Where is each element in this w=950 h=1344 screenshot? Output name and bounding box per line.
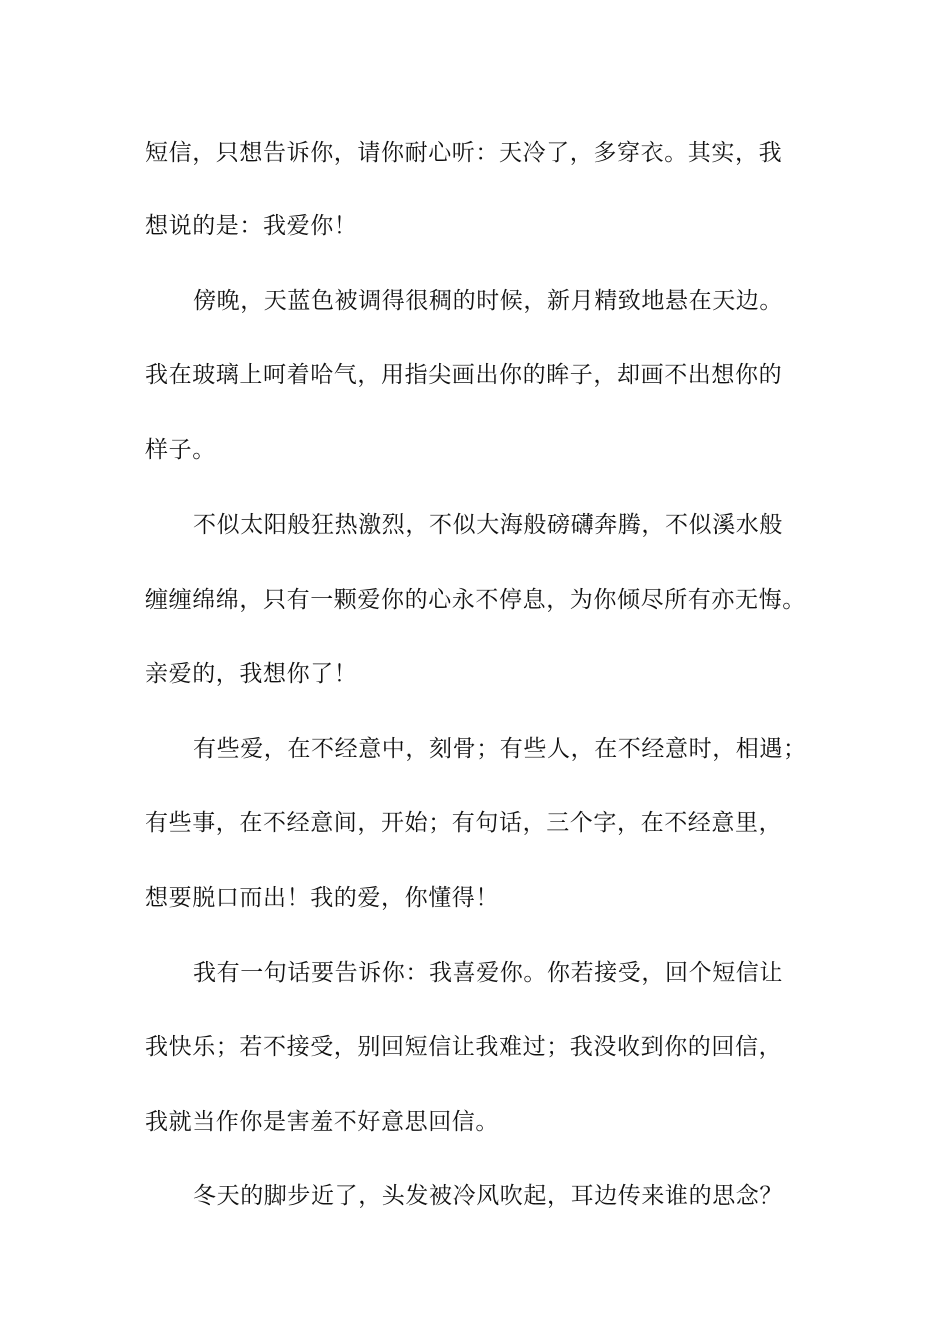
paragraph-1-line-1: 短信，只想告诉你，请你耐心听：天冷了，多穿衣。其实，我 <box>145 140 783 166</box>
paragraph-2-line-2: 我在玻璃上呵着哈气，用指尖画出你的眸子，却画不出想你的 <box>145 362 783 388</box>
paragraph-4-line-2: 有些事，在不经意间，开始；有句话，三个字，在不经意里， <box>145 810 783 836</box>
paragraph-5-line-2: 我快乐；若不接受，别回短信让我难过；我没收到你的回信， <box>145 1034 783 1060</box>
paragraph-4-line-1: 有些爱，在不经意中，刻骨；有些人，在不经意时，相遇； <box>193 736 807 762</box>
paragraph-3-line-3: 亲爱的，我想你了！ <box>145 661 358 687</box>
paragraph-6-line-1: 冬天的脚步近了，头发被冷风吹起，耳边传来谁的思念？ <box>193 1183 783 1209</box>
paragraph-3-line-1: 不似太阳般狂热激烈，不似大海般磅礴奔腾，不似溪水般 <box>193 512 783 538</box>
paragraph-1-line-2: 想说的是：我爱你！ <box>145 213 358 239</box>
paragraph-2-line-1: 傍晚，天蓝色被调得很稠的时候，新月精致地悬在天边。 <box>193 288 783 314</box>
paragraph-3-line-2: 缠缠绵绵，只有一颗爱你的心永不停息，为你倾尽所有亦无悔。 <box>145 587 806 613</box>
paragraph-2-line-3: 样子。 <box>145 437 216 463</box>
paragraph-5-line-1: 我有一句话要告诉你：我喜爱你。你若接受，回个短信让 <box>193 960 783 986</box>
paragraph-4-line-3: 想要脱口而出！我的爱，你懂得！ <box>145 885 499 911</box>
paragraph-5-line-3: 我就当作你是害羞不好意思回信。 <box>145 1109 499 1135</box>
